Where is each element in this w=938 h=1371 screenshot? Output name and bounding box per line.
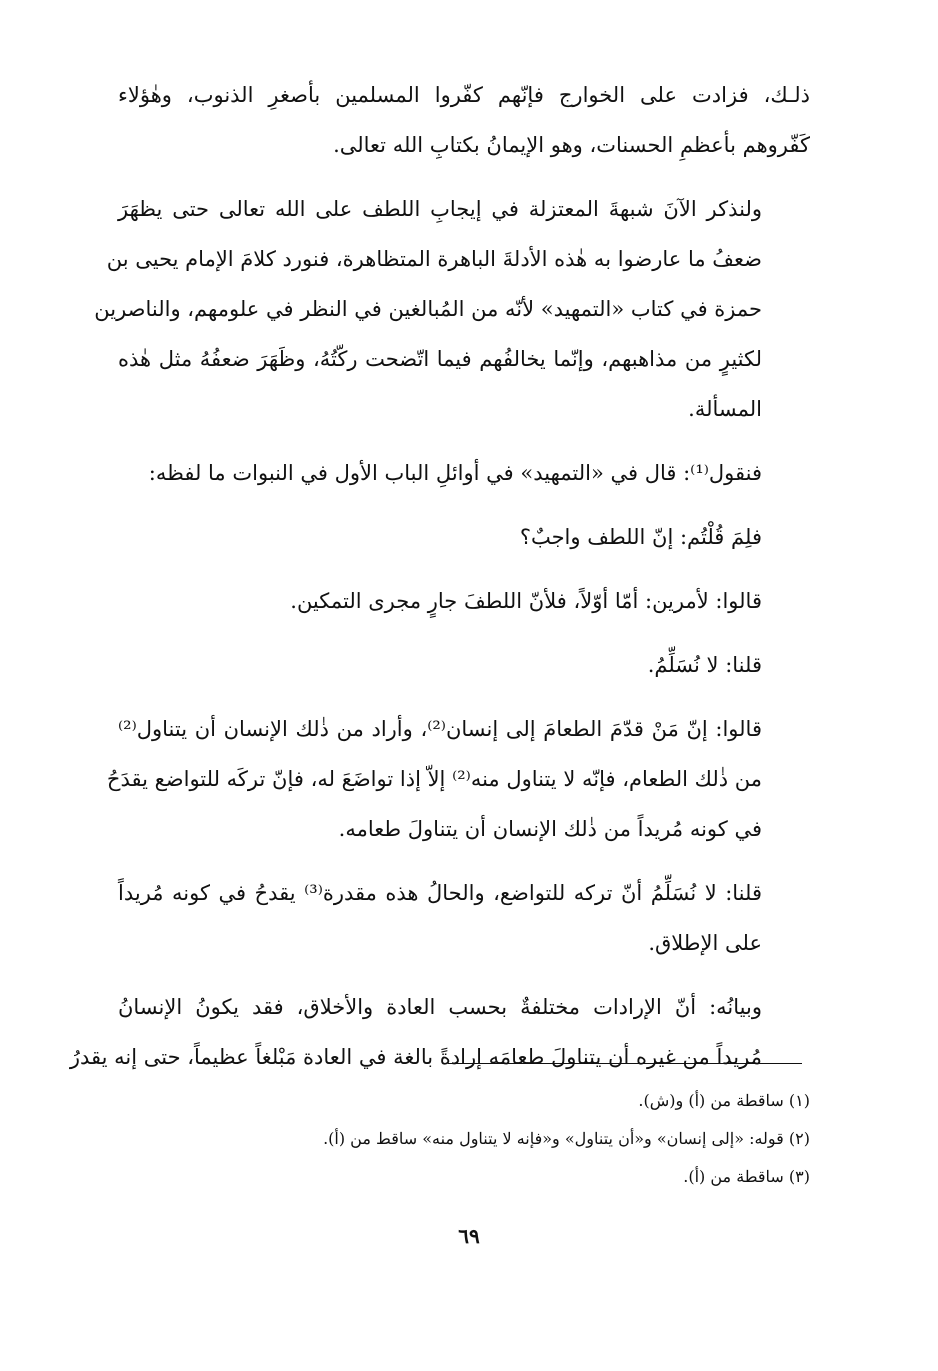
text-line: لكثيرٍ من مذاهبهم، وإنّما يخالفُهم فيما اتّضحت ركّتُهُ، وظَهَرَ ضعفُهُ مثل هٰذه — [118, 347, 762, 371]
text-line: مُريداً من غيره أن يتناولَ طعامَه إرادةً بالغة في العادة مَبْلغاً عظيماً، حتى إنه يقدرُ — [69, 1045, 762, 1069]
paragraph-2 — [94, 184, 810, 434]
text-line: ولنذكر الآنَ شبهةَ المعتزلة في إيجابِ اللطف على الله تعالى حتى يظهَرَ — [118, 197, 762, 221]
text-line: المسألة. — [688, 397, 762, 421]
text-line: فنقول⁽¹⁾: قال في «التمهيد» في أوائلِ الباب الأول في النبوات ما لفظه: — [148, 461, 762, 485]
text-line: ضعفُ ما عارضوا به هٰذه الأدلةَ الباهرة المتظاهرة، فنورد كلامَ الإمام يحيى بن — [106, 247, 762, 271]
dialogue-answer — [118, 576, 810, 626]
text-line: قالوا: إنّ مَنْ قدّمَ الطعامَ إلى إنسان⁽²⁾، وأراد من ذٰلك الإنسان أن يتناول⁽²⁾ — [118, 717, 762, 741]
paragraph-6 — [69, 982, 810, 1082]
footnote-3: (٣) ساقطة من (أ). — [683, 1167, 810, 1186]
main-text — [69, 70, 810, 1096]
text-line: قلنا: لا نُسَلِّمُ أنّ تركه للتواضع، والحالُ هذه مقدرة⁽³⁾ يقدحُ في كونه مُريداً — [118, 881, 763, 905]
text-line: في كونه مُريداً من ذٰلك الإنسان أن يتناولَ طعامه. — [338, 817, 762, 841]
text-line: حمزة في كتاب «التمهيد» لأنّه من المُبالغين في النظر في علومهم، والناصرين — [94, 297, 762, 321]
text-line: كَفّروهم بأعظمِ الحسنات، وهو الإيمانُ بكتابِ الله تعالى. — [333, 133, 810, 157]
footnote-separator — [448, 1063, 802, 1064]
text-line: ذلـك، فزادت على الخوارج فإنّهم كفّروا المسلمين بأصغرِ الذنوب، وهٰؤلاء — [118, 83, 810, 107]
text-line: وبيانُه: أنّ الإرادات مختلفةٌ بحسب العادة والأخلاق، فقد يكونُ الإنسانُ — [118, 995, 762, 1019]
text-line: قلنا: لا نُسَلِّمُ. — [647, 653, 762, 677]
footnotes — [118, 1082, 810, 1196]
paragraph-3 — [118, 448, 810, 498]
text-line: فلِمَ قُلْتُم: إنّ اللطف واجبٌ؟ — [519, 525, 762, 549]
text-line: قالوا: لأمرين: أمّا أوّلاً، فلأنّ اللطفَ جارٍ مجرى التمكين. — [290, 589, 762, 613]
text-line: على الإطلاق. — [648, 931, 762, 955]
paragraph-4 — [106, 704, 810, 854]
page-number: ٦٩ — [458, 1224, 480, 1248]
text-line: من ذٰلك الطعام، فإنّه لا يتناول منه⁽²⁾ إلاّ إذا تواضَعَ له، فإنّ تركَه للتواضع يقدَحُ — [106, 767, 762, 791]
footnote-1: (١) ساقطة من (أ) و(ش). — [638, 1091, 810, 1110]
dialogue-reply — [118, 640, 810, 690]
paragraph-1 — [118, 70, 810, 170]
paragraph-5 — [118, 868, 810, 968]
footnote-2: (٢) قوله: «إلى إنسان» و«أن يتناول» و«فإنه لا يتناول منه» ساقط من (أ). — [323, 1129, 810, 1148]
dialogue-question — [118, 512, 810, 562]
